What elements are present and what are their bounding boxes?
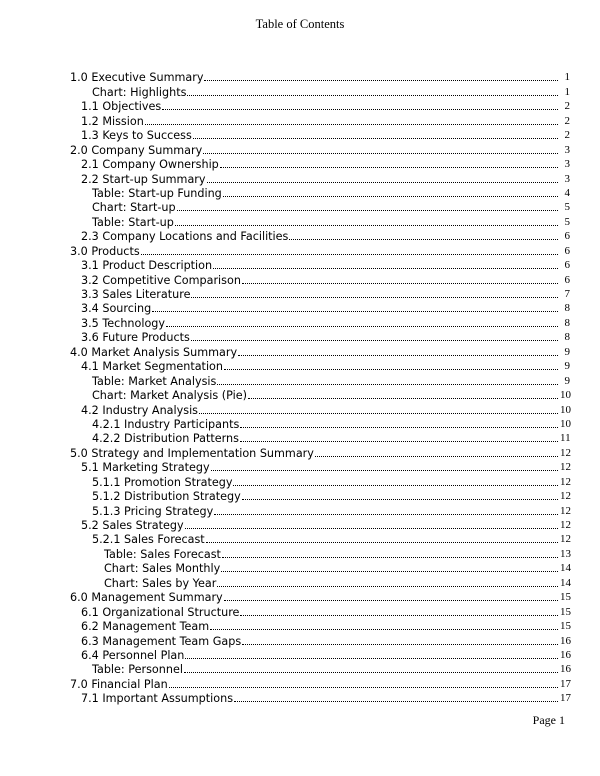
toc-entry-label[interactable]: Chart: Sales Monthly — [104, 562, 221, 576]
toc-entry-label[interactable]: 5.2.1 Sales Forecast — [92, 533, 205, 547]
toc-entry[interactable] — [70, 229, 570, 243]
toc-entry-page-number[interactable]: 15 — [560, 605, 571, 618]
toc-entry-label[interactable]: 3.6 Future Products — [81, 331, 190, 345]
dot-leader — [223, 195, 558, 197]
toc-entry-page-number[interactable]: 1 — [564, 85, 570, 98]
toc-entry-page-number[interactable]: 11 — [560, 432, 571, 445]
toc-entry[interactable] — [70, 373, 570, 387]
toc-entry[interactable] — [70, 113, 570, 127]
dot-leader — [211, 469, 558, 471]
toc-entry[interactable] — [70, 619, 570, 633]
toc-entry[interactable] — [70, 171, 570, 185]
dot-leader — [221, 570, 558, 572]
toc-entry-label[interactable]: 7.1 Important Assumptions — [81, 692, 234, 706]
toc-entry[interactable] — [70, 575, 570, 589]
toc-entry-label[interactable]: Table: Sales Forecast — [104, 547, 221, 561]
toc-entry-label[interactable]: 3.1 Product Description — [81, 259, 213, 273]
toc-entry[interactable] — [70, 243, 570, 257]
toc-entry[interactable] — [70, 460, 570, 474]
toc-entry-label[interactable]: Chart: Highlights — [92, 85, 187, 99]
toc-entry[interactable] — [70, 388, 570, 402]
toc-entry-label[interactable]: Table: Market Analysis — [92, 374, 217, 388]
dot-leader — [224, 599, 558, 601]
toc-entry[interactable] — [70, 186, 570, 200]
toc-entry-label[interactable]: Chart: Market Analysis (Pie) — [92, 389, 247, 403]
toc-entry-label[interactable]: 5.1.2 Distribution Strategy — [92, 490, 241, 504]
dot-leader — [289, 238, 558, 240]
dot-leader — [177, 209, 558, 211]
toc-entry-page-number[interactable]: 12 — [560, 446, 571, 459]
dot-leader — [187, 94, 558, 96]
toc-entry-label[interactable]: 6.4 Personnel Plan — [81, 648, 185, 662]
toc-entry-page-number[interactable]: 4 — [564, 186, 570, 199]
toc-entry[interactable] — [70, 691, 570, 705]
toc-entry-page-number[interactable]: 6 — [564, 244, 570, 257]
toc-entry-label[interactable]: Chart: Sales by Year — [104, 576, 217, 590]
toc-entry[interactable] — [70, 315, 570, 329]
toc-entry[interactable] — [70, 157, 570, 171]
dot-leader — [242, 498, 558, 500]
dot-leader — [199, 412, 558, 414]
toc-entry[interactable] — [70, 301, 570, 315]
dot-leader — [248, 397, 558, 399]
dot-leader — [233, 484, 558, 486]
toc-entry-label[interactable]: 6.2 Management Team — [81, 620, 210, 634]
dot-leader — [175, 224, 558, 226]
toc-entry-label[interactable]: 6.1 Organizational Structure — [81, 605, 240, 619]
dot-leader — [193, 137, 558, 139]
toc-entry[interactable] — [70, 214, 570, 228]
toc-entry[interactable] — [70, 489, 570, 503]
toc-entry-page-number[interactable]: 16 — [560, 634, 571, 647]
toc-entry-label[interactable]: 5.0 Strategy and Implementation Summary — [70, 446, 314, 460]
toc-entry[interactable] — [70, 633, 570, 647]
toc-entry-page-number[interactable]: 12 — [560, 461, 571, 474]
toc-entry-page-number[interactable]: 10 — [560, 389, 571, 402]
toc-entry[interactable] — [70, 70, 570, 84]
toc-entry[interactable] — [70, 128, 570, 142]
toc-entry-label[interactable]: 2.3 Company Locations and Facilities — [81, 230, 289, 244]
toc-entry-page-number[interactable]: 8 — [564, 316, 570, 329]
toc-entry-label[interactable]: 3.4 Sourcing — [81, 302, 152, 316]
toc-entry-page-number[interactable]: 12 — [560, 504, 571, 517]
toc-entry[interactable] — [70, 200, 570, 214]
toc-entry-page-number[interactable]: 10 — [560, 417, 571, 430]
toc-entry[interactable] — [70, 99, 570, 113]
toc-entry-label[interactable]: 6.0 Management Summary — [70, 591, 223, 605]
toc-entry-label[interactable]: Table: Personnel — [92, 663, 183, 677]
toc-entry-page-number[interactable]: 3 — [564, 158, 570, 171]
toc-entry[interactable] — [70, 287, 570, 301]
dot-leader — [169, 686, 558, 688]
toc-entry-page-number[interactable]: 5 — [564, 215, 570, 228]
toc-entry[interactable] — [70, 431, 570, 445]
dot-leader — [315, 455, 558, 457]
toc-entry-page-number[interactable]: 14 — [560, 576, 571, 589]
dot-leader — [166, 325, 558, 327]
dot-leader — [152, 310, 558, 312]
dot-leader — [214, 513, 558, 515]
toc-entry[interactable] — [70, 417, 570, 431]
toc-entry-page-number[interactable]: 5 — [564, 201, 570, 214]
toc-entry-page-number[interactable]: 2 — [564, 114, 570, 127]
toc-entry-label[interactable]: 1.3 Keys to Success — [81, 129, 192, 143]
toc-entry-label[interactable]: Table: Start-up Funding — [92, 186, 222, 200]
toc-entry-label[interactable]: 5.1 Marketing Strategy — [81, 461, 210, 475]
dot-leader — [185, 527, 558, 529]
dot-leader — [145, 123, 558, 125]
toc-entry-page-number[interactable]: 6 — [564, 273, 570, 286]
toc-entry-page-number[interactable]: 1 — [564, 71, 570, 84]
dot-leader — [191, 339, 558, 341]
toc-entry[interactable] — [70, 518, 570, 532]
toc-entry-page-number[interactable]: 12 — [560, 475, 571, 488]
toc-entry[interactable] — [70, 272, 570, 286]
toc-entry-label[interactable]: 1.1 Objectives — [81, 100, 162, 114]
toc-entry[interactable] — [70, 359, 570, 373]
dot-leader — [220, 166, 558, 168]
toc-entry-page-number[interactable]: 8 — [564, 331, 570, 344]
dot-leader — [210, 628, 558, 630]
dot-leader — [203, 152, 558, 154]
toc-entry-label[interactable]: 3.3 Sales Literature — [81, 288, 191, 301]
toc-entry-page-number[interactable]: 12 — [560, 519, 571, 531]
toc-entry-page-number[interactable]: 7 — [564, 288, 570, 300]
toc-entry[interactable] — [70, 546, 570, 560]
toc-entry-label[interactable]: Chart: Start-up — [92, 201, 176, 215]
toc-entry-page-number[interactable]: 6 — [564, 230, 570, 243]
toc-entry-page-number[interactable]: 14 — [560, 562, 571, 575]
toc-entry[interactable] — [70, 402, 570, 416]
toc-entry[interactable] — [70, 503, 570, 517]
toc-entry-label[interactable]: 5.1.1 Promotion Strategy — [92, 475, 233, 489]
dot-leader — [240, 440, 558, 442]
toc-entry-label[interactable]: 5.1.3 Pricing Strategy — [92, 504, 214, 518]
dot-leader — [222, 556, 558, 558]
dot-leader — [162, 108, 558, 110]
toc-entry-page-number[interactable]: 16 — [560, 648, 571, 661]
toc-entry-label[interactable]: 2.1 Company Ownership — [81, 158, 219, 172]
toc-entry-page-number[interactable]: 17 — [560, 692, 571, 705]
toc-entry-label[interactable]: Table: Start-up — [92, 215, 174, 229]
dot-leader — [184, 671, 558, 673]
dot-leader — [234, 700, 558, 702]
toc-entry-label[interactable]: 4.1 Market Segmentation — [81, 360, 223, 374]
table-of-contents — [70, 70, 570, 705]
dot-leader — [206, 541, 558, 543]
toc-entry-page-number[interactable]: 12 — [560, 490, 571, 503]
toc-entry-page-number[interactable]: 12 — [560, 533, 571, 546]
dot-leader — [224, 368, 558, 370]
toc-entry-label[interactable]: 1.0 Executive Summary — [70, 71, 204, 85]
toc-entry[interactable] — [70, 662, 570, 676]
toc-entry-page-number[interactable]: 6 — [564, 259, 570, 272]
toc-entry-page-number[interactable]: 17 — [560, 677, 571, 690]
dot-leader — [217, 585, 558, 587]
dot-leader — [185, 657, 558, 659]
toc-entry[interactable] — [70, 648, 570, 662]
toc-entry[interactable] — [70, 604, 570, 618]
toc-entry[interactable] — [70, 474, 570, 488]
toc-entry-label[interactable]: 6.3 Management Team Gaps — [81, 634, 242, 648]
toc-entry-page-number[interactable]: 10 — [560, 403, 571, 416]
dot-leader — [213, 267, 558, 269]
toc-entry[interactable] — [70, 532, 570, 546]
toc-entry-page-number[interactable]: 2 — [564, 129, 570, 142]
toc-entry-label[interactable]: 3.5 Technology — [81, 316, 166, 330]
toc-entry[interactable] — [70, 590, 570, 604]
toc-entry-page-number[interactable]: 9 — [564, 360, 570, 373]
toc-entry[interactable] — [70, 445, 570, 459]
toc-entry[interactable] — [70, 258, 570, 272]
toc-entry-label[interactable]: 5.2 Sales Strategy — [81, 519, 184, 532]
toc-entry-page-number[interactable]: 15 — [560, 620, 571, 633]
toc-entry-label[interactable]: 2.0 Company Summary — [70, 143, 203, 157]
dot-leader — [141, 253, 558, 255]
dot-leader — [191, 296, 558, 298]
toc-entry[interactable] — [70, 142, 570, 156]
toc-entry-page-number[interactable]: 15 — [560, 591, 571, 604]
toc-entry-page-number[interactable]: 16 — [560, 663, 571, 676]
toc-entry-label[interactable]: 4.2 Industry Analysis — [81, 403, 199, 417]
toc-entry-page-number[interactable]: 8 — [564, 302, 570, 315]
toc-entry-page-number[interactable]: 2 — [564, 100, 570, 113]
dot-leader — [240, 614, 558, 616]
toc-entry-label[interactable]: 7.0 Financial Plan — [70, 677, 168, 691]
toc-entry-page-number[interactable]: 9 — [564, 374, 570, 387]
toc-entry[interactable] — [70, 330, 570, 344]
toc-entry-page-number[interactable]: 3 — [564, 143, 570, 156]
dot-leader — [238, 354, 558, 356]
toc-entry-page-number[interactable]: 13 — [560, 547, 571, 560]
toc-entry[interactable] — [70, 676, 570, 690]
toc-entry-label[interactable]: 3.0 Products — [70, 244, 140, 258]
dot-leader — [204, 79, 558, 81]
page-title: Table of Contents — [255, 17, 345, 31]
toc-entry-label[interactable]: 3.2 Competitive Comparison — [81, 273, 241, 287]
dot-leader — [240, 426, 558, 428]
toc-entry-label[interactable]: 2.2 Start-up Summary — [81, 172, 206, 186]
dot-leader — [207, 181, 558, 183]
toc-entry-label[interactable]: 4.0 Market Analysis Summary — [70, 345, 238, 359]
dot-leader — [217, 383, 558, 385]
dot-leader — [242, 643, 558, 645]
toc-entry-label[interactable]: 4.2.1 Industry Participants — [92, 417, 240, 431]
toc-entry[interactable] — [70, 561, 570, 575]
toc-entry-label[interactable]: 4.2.2 Distribution Patterns — [92, 432, 239, 446]
page-number: Page 1 — [532, 713, 565, 727]
toc-entry[interactable] — [70, 84, 570, 98]
toc-entry-page-number[interactable]: 3 — [564, 172, 570, 185]
toc-entry-label[interactable]: 1.2 Mission — [81, 114, 144, 128]
dot-leader — [242, 282, 558, 284]
toc-entry[interactable] — [70, 344, 570, 358]
toc-entry-page-number[interactable]: 9 — [564, 345, 570, 358]
